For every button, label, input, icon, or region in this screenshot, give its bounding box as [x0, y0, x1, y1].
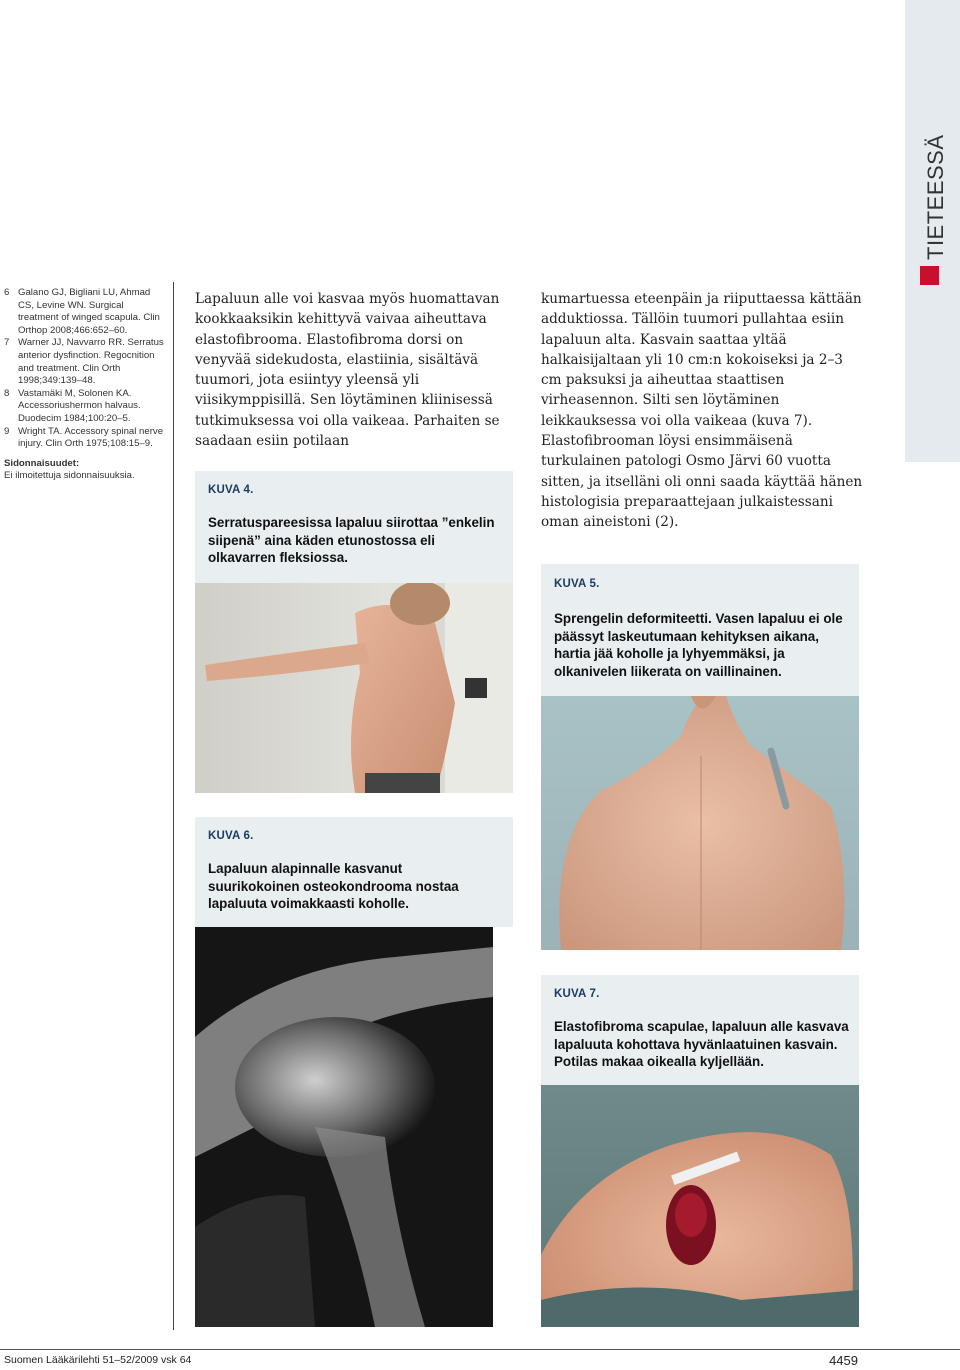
- figure-7-photo: [541, 1085, 859, 1327]
- figure-6-xray: [195, 927, 493, 1327]
- figure-4-label: KUVA 4.: [208, 484, 254, 496]
- journal-footer: Suomen Lääkärilehti 51–52/2009 vsk 64: [4, 1354, 192, 1366]
- figure-4-photo: [195, 583, 513, 793]
- svg-text:TIETEESSÄ: TIETEESSÄ: [923, 134, 948, 260]
- figure-6-caption-box: [195, 817, 513, 927]
- section-tab-marker: [920, 266, 939, 285]
- figure-4-caption: Serratuspareesissa lapaluu siirottaa ”enkelin siipenä” aina käden etunostossa eli olkavarren fleksiossa.: [208, 515, 495, 566]
- figure-7-label: KUVA 7.: [554, 988, 600, 1000]
- figure-5-photo: [541, 696, 859, 950]
- figure-5-caption-box: [541, 564, 859, 696]
- disclosures-text: Ei ilmoitettuja sidonnaisuuksia.: [4, 470, 135, 482]
- body-paragraph-2: kumartuessa eteenpäin ja riiputtaessa kättään adduktiossa. Tällöin tuumori pullahtaa esiin lapaluun alta. Kasvain saattaa yltää halkaisijaltaan yli 10 cm:n kokoiseksi ja 2–3 cm paksuksi ja aiheuttaa staattisen virheasennon. Silti sen löytäminen leikkauksessa voi olla vaikeaa (kuva 7). Elastofibrooman löysi ensimmäisenä turkulainen patologi Osmo Järvi 60 vuotta sitten, ja itselläni oli onni saada käyttää hänen histologisia preparaattejaan julkaistessani oman aineistoni (2).: [541, 291, 863, 531]
- footer-rule: [0, 1349, 960, 1350]
- reference-item: 7 Warner JJ, Navvarro RR. Serratus anterior dysfinction. Regocnition and treatment. Clin Orth 1998;349:139–48.: [4, 337, 164, 387]
- body-paragraph-1: Lapaluun alle voi kasvaa myös huomattavan kookkaaksikin kehittyvä vaivaa aiheuttava elastofibrooma. Elastofibroma dorsi on venyvää sidekudosta, elastiinia, sisältävä tuumori, jota esiintyy yleensä yli viisikymppisillä. Sen löytäminen kliinisessä tutkimuksessa voi olla vaikeaa. Parhaiten se saadaan esiin potilaan: [195, 291, 500, 450]
- figure-7-caption-box: [541, 975, 859, 1085]
- figure-6-caption: Lapaluun alapinnalle kasvanut suurikokoinen osteokondrooma nostaa lapaluuta voimakkaasti koholle.: [208, 861, 459, 912]
- figure-5-caption: Sprengelin deformiteetti. Vasen lapaluu ei ole päässyt laskeutumaan kehityksen aikana, hartia jää koholle ja lyhyemmäksi, ja olkanivelen liikerata on vaillinainen.: [554, 611, 843, 679]
- disclosures-title: Sidonnaisuudet:: [4, 457, 80, 469]
- page-number: 4459: [829, 1353, 858, 1368]
- reference-item: 6 Galano GJ, Bigliani LU, Ahmad CS, Levine WN. Surgical treatment of winged scapula. Clin Orthop 2008;466:652–60.: [4, 287, 160, 336]
- references-list: [4, 287, 164, 483]
- column-divider: [173, 282, 174, 1330]
- figure-6-label: KUVA 6.: [208, 830, 254, 842]
- section-tab-label: [911, 40, 955, 280]
- figure-5-label: KUVA 5.: [554, 578, 600, 590]
- reference-item: 9 Wright TA. Accessory spinal nerve injury. Clin Orth 1975;108:15–9.: [4, 425, 164, 450]
- section-tab: [905, 0, 960, 462]
- reference-item: 8 Vastamäki M, Solonen KA. Accessoriushermon halvaus. Duodecim 1984;100:20–5.: [4, 387, 141, 424]
- figure-4-caption-box: [195, 471, 513, 583]
- figure-7-caption: Elastofibroma scapulae, lapaluun alle kasvava lapaluuta kohottava hyvänlaatuinen kasvain. Potilas makaa oikealla kyljellään.: [554, 1019, 849, 1070]
